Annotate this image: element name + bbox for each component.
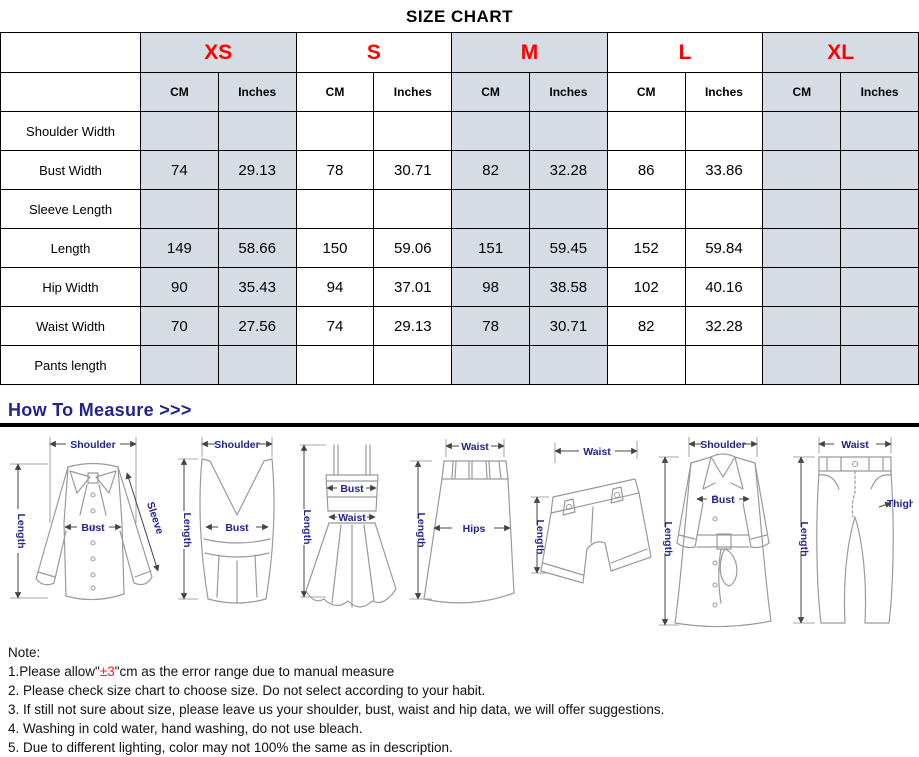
- figure-dress: [296, 431, 408, 636]
- size-cell: 59.06: [374, 229, 452, 268]
- size-cell: 86: [607, 151, 685, 190]
- size-cell: [374, 190, 452, 229]
- coat-bust-label: Bust: [711, 494, 735, 506]
- unit-header: CM: [607, 73, 685, 112]
- table-row: [1, 151, 919, 190]
- pants-length-label: Length: [797, 521, 810, 557]
- note1-pre: 1.Please allow": [8, 664, 100, 679]
- dress-length-label: Length: [301, 509, 314, 545]
- unit-header: CM: [763, 73, 841, 112]
- dress-diagram: [296, 431, 408, 631]
- row-label: Sleeve Length: [1, 190, 141, 229]
- note-line-3: 3. If still not sure about size, please leave us your shoulder, bust, waist and hip data, we will offer suggestions.: [8, 702, 665, 717]
- size-cell: 78: [296, 151, 374, 190]
- size-cell: [529, 112, 607, 151]
- figure-pants: [789, 431, 913, 640]
- coat-length-label: Length: [661, 521, 674, 557]
- size-cell: 37.01: [374, 268, 452, 307]
- how-to-measure-heading: How To Measure >>>: [8, 400, 192, 420]
- table-row: [1, 190, 919, 229]
- size-cell: 30.71: [529, 307, 607, 346]
- size-cell: [841, 151, 919, 190]
- size-cell: 32.28: [685, 307, 763, 346]
- row-label: Length: [1, 229, 141, 268]
- size-cell: 94: [296, 268, 374, 307]
- skirt-waist-label: Waist: [461, 441, 490, 453]
- size-header-xs: XS: [141, 33, 297, 73]
- shorts-waist-label: Waist: [582, 446, 611, 458]
- unit-header: Inches: [374, 73, 452, 112]
- size-cell: 74: [296, 307, 374, 346]
- size-cell: [296, 112, 374, 151]
- size-cell: [452, 190, 530, 229]
- table-row: [1, 112, 919, 151]
- size-cell: [685, 346, 763, 385]
- blouse-bust-label: Bust: [81, 522, 105, 534]
- size-cell: [374, 112, 452, 151]
- row-label: Bust Width: [1, 151, 141, 190]
- size-cell: 40.16: [685, 268, 763, 307]
- notes-heading: Note:: [8, 645, 41, 660]
- size-cell: 58.66: [218, 229, 296, 268]
- size-cell: [763, 346, 841, 385]
- notes-section: [0, 643, 919, 757]
- size-cell: [218, 346, 296, 385]
- measure-figures: [0, 427, 919, 635]
- shorts-length-label: Length: [533, 519, 546, 555]
- size-cell: [763, 151, 841, 190]
- size-header-s: S: [296, 33, 452, 73]
- table-row: [1, 268, 919, 307]
- size-cell: [141, 190, 219, 229]
- size-cell: 102: [607, 268, 685, 307]
- skirt-diagram: [408, 431, 528, 631]
- unit-header: CM: [296, 73, 374, 112]
- size-cell: 74: [141, 151, 219, 190]
- size-cell: [763, 268, 841, 307]
- size-cell: [141, 112, 219, 151]
- tank-length-label: Length: [181, 512, 194, 548]
- table-row: [1, 229, 919, 268]
- size-cell: [141, 346, 219, 385]
- dress-waist-label: Waist: [338, 512, 367, 524]
- size-cell: [218, 112, 296, 151]
- size-cell: [296, 346, 374, 385]
- size-cell: [763, 229, 841, 268]
- size-cell: [607, 346, 685, 385]
- size-cell: 35.43: [218, 268, 296, 307]
- skirt-hips-label: Hips: [463, 523, 486, 535]
- size-cell: [841, 112, 919, 151]
- row-label: Hip Width: [1, 268, 141, 307]
- unit-header: Inches: [529, 73, 607, 112]
- size-cell: [529, 190, 607, 229]
- tank-bust-label: Bust: [225, 522, 249, 534]
- size-cell: [218, 190, 296, 229]
- size-cell: [607, 190, 685, 229]
- row-label: Pants length: [1, 346, 141, 385]
- figure-skirt: [408, 431, 528, 636]
- size-cell: 59.84: [685, 229, 763, 268]
- size-cell: 150: [296, 229, 374, 268]
- tank-shoulder-label: Shoulder: [214, 439, 260, 451]
- size-cell: 82: [607, 307, 685, 346]
- unit-header: CM: [141, 73, 219, 112]
- size-cell: [763, 190, 841, 229]
- size-cell: [841, 190, 919, 229]
- corner-cell: [1, 33, 141, 73]
- size-cell: [296, 190, 374, 229]
- figure-coat: [657, 431, 789, 640]
- size-cell: 70: [141, 307, 219, 346]
- pants-waist-label: Waist: [841, 439, 869, 451]
- note-line-5: 5. Due to different lighting, color may not 100% the same as in description.: [8, 740, 453, 755]
- size-cell: [685, 112, 763, 151]
- row-label: Shoulder Width: [1, 112, 141, 151]
- units-row: [1, 73, 919, 112]
- size-cell: 149: [141, 229, 219, 268]
- figure-shorts: [529, 431, 657, 636]
- size-cell: 33.86: [685, 151, 763, 190]
- pants-thigh-label: Thigh: [886, 498, 913, 510]
- page-title: SIZE CHART: [406, 7, 513, 26]
- unit-header: Inches: [685, 73, 763, 112]
- size-header-xl: XL: [763, 33, 919, 73]
- unit-header: CM: [452, 73, 530, 112]
- size-cell: 78: [452, 307, 530, 346]
- figure-tank: [174, 431, 296, 636]
- blouse-shoulder-label: Shoulder: [70, 439, 116, 451]
- coat-shoulder-label: Shoulder: [700, 439, 746, 451]
- size-cell: [763, 112, 841, 151]
- skirt-length-label: Length: [415, 512, 428, 548]
- size-cell: 32.28: [529, 151, 607, 190]
- size-table-body: [1, 112, 919, 385]
- table-row: [1, 307, 919, 346]
- size-cell: [452, 112, 530, 151]
- blouse-diagram: [6, 431, 174, 631]
- blouse-sleeve-label: Sleeve: [144, 500, 166, 536]
- size-cell: [529, 346, 607, 385]
- tank-diagram: [174, 431, 296, 631]
- unit-header: Inches: [218, 73, 296, 112]
- size-cell: 27.56: [218, 307, 296, 346]
- size-header-l: L: [607, 33, 763, 73]
- size-cell: 59.45: [529, 229, 607, 268]
- size-cell: 30.71: [374, 151, 452, 190]
- dress-bust-label: Bust: [340, 483, 364, 495]
- note-line-2: 2. Please check size chart to choose size. Do not select according to your habit.: [8, 683, 486, 698]
- size-cell: [685, 190, 763, 229]
- unit-header: Inches: [841, 73, 919, 112]
- size-cell: [607, 112, 685, 151]
- size-cell: 82: [452, 151, 530, 190]
- size-cell: 151: [452, 229, 530, 268]
- size-cell: 152: [607, 229, 685, 268]
- size-cell: 98: [452, 268, 530, 307]
- note-line-1: [8, 662, 919, 681]
- row-label: Waist Width: [1, 307, 141, 346]
- size-cell: 29.13: [218, 151, 296, 190]
- size-cell: [841, 268, 919, 307]
- size-cell: 38.58: [529, 268, 607, 307]
- size-cell: [374, 346, 452, 385]
- blouse-length-label: Length: [15, 513, 27, 549]
- size-cell: [763, 307, 841, 346]
- size-chart-table: [0, 32, 919, 385]
- coat-diagram: [657, 431, 789, 635]
- corner-cell-2: [1, 73, 141, 112]
- shorts-diagram: [529, 431, 657, 631]
- pants-diagram: [789, 431, 913, 635]
- size-cell: 29.13: [374, 307, 452, 346]
- table-row: [1, 346, 919, 385]
- size-header-row: [1, 33, 919, 73]
- size-cell: [841, 307, 919, 346]
- note1-tolerance: ±3: [99, 664, 115, 679]
- size-cell: [841, 346, 919, 385]
- size-cell: 90: [141, 268, 219, 307]
- size-cell: [841, 229, 919, 268]
- note1-post: "cm as the error range due to manual measure: [114, 664, 395, 679]
- size-cell: [452, 346, 530, 385]
- note-line-4: 4. Washing in cold water, hand washing, do not use bleach.: [8, 721, 363, 736]
- figure-blouse: [6, 431, 174, 636]
- size-header-m: M: [452, 33, 608, 73]
